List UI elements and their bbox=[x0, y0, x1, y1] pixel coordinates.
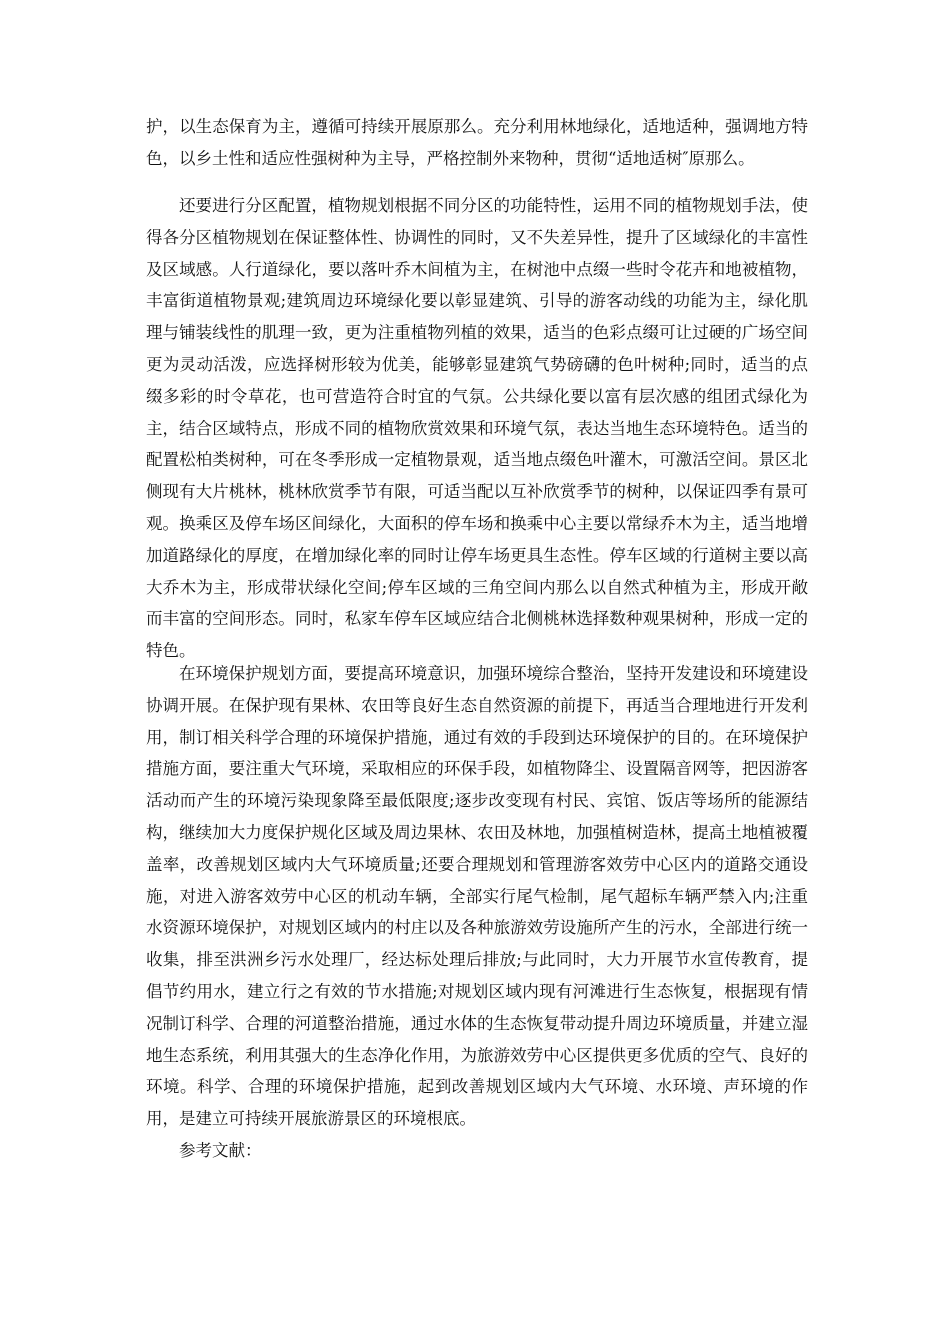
paragraph-environmental-protection: 在环境保护规划方面，要提高环境意识，加强环境综合整治，坚持开发建设和环境建设协调开展。在保护现有果林、农田等良好生态自然资源的前提下，再适当合理地进行开发利用，制订相关科学合理的环境保护措施，通过有效的手段到达环境保护的目的。在环境保护措施方面，要注重大气环境，采取相应的环保手段，如植物降尘、设置隔音网等，把因游客活动而产生的环境污染现象降至最低限度;逐步改变现有村民、宾馆、饭店等场所的能源结构，继续加大力度保护规化区域及周边果林、农田及林地，加强植树造林，提高土地植被覆盖率，改善规划区域内大气环境质量;还要合理规划和管理游客效劳中心区内的道路交通设施，对进入游客效劳中心区的机动车辆，全部实行尾气检制，尾气超标车辆严禁入内;注重水资源环境保护，对规划区域内的村庄以及各种旅游效劳设施所产生的污水，全部进行统一收集，排至洪洲乡污水处理厂，经达标处理后排放;与此同时，大力开展节水宣传教育，提倡节约用水，建立行之有效的节水措施;对规划区域内现有河滩进行生态恢复，根据现有情况制订科学、合理的河道整治措施，通过水体的生态恢复带动提升周边环境质量，并建立湿地生态系统，利用其强大的生态净化作用，为旅游效劳中心区提供更多优质的空气、良好的环境。科学、合理的环境保护措施，起到改善规划区域内大气环境、水环境、声环境的作用，是建立可持续开展旅游景区的环境根底。 bbox=[146, 664, 808, 1129]
references-heading: 参考文献： bbox=[179, 1141, 262, 1160]
paragraph-continuation: 护，以生态保育为主，遵循可持续开展原那么。充分利用林地绿化，适地适种，强调地方特色，以乡土性和适应性强树种为主导，严格控制外来物种，贯彻“适地适树″原那么。 bbox=[146, 117, 808, 168]
paragraph-plant-zoning: 还要进行分区配置，植物规划根据不同分区的功能特性，运用不同的植物规划手法，使得各分区植物规划在保证整体性、协调性的同时，又不失差异性，提升了区域绿化的丰富性及区域感。人行道绿化，要以落叶乔木间植为主，在树池中点缀一些时令花卉和地被植物，丰富街道植物景观;建筑周边环境绿化要以彰显建筑、引导的游客动线的功能为主，绿化肌理与铺装线性的肌理一致，更为注重植物列植的效果，适当的色彩点缀可让过硬的广场空间更为灵动活泼，应选择树形较为优美，能够彰显建筑气势磅礴的色叶树种;同时，适当的点缀多彩的时令草花，也可营造符合时宜的气氛。公共绿化要以富有层次感的组团式绿化为主，结合区域特点，形成不同的植物欣赏效果和环境气氛，表达当地生态环境特色。适当的配置松柏类树种，可在冬季形成一定植物景观，适当地点缀色叶灌木，可激活空间。景区北侧现有大片桃林，桃林欣赏季节有限，可适当配以互补欣赏季节的树种，以保证四季有景可观。换乘区及停车场区间绿化，大面积的停车场和换乘中心主要以常绿乔木为主，适当地增加道路绿化的厚度，在增加绿化率的同时让停车场更具生态性。停车区域的行道树主要以高大乔木为主，形成带状绿化空间;停车区域的三角空间内那么以自然式种植为主，形成开敞而丰富的空间形态。同时，私家车停车区域应结合北侧桃林选择数种观果树种，形成一定的特色。 bbox=[146, 196, 808, 661]
